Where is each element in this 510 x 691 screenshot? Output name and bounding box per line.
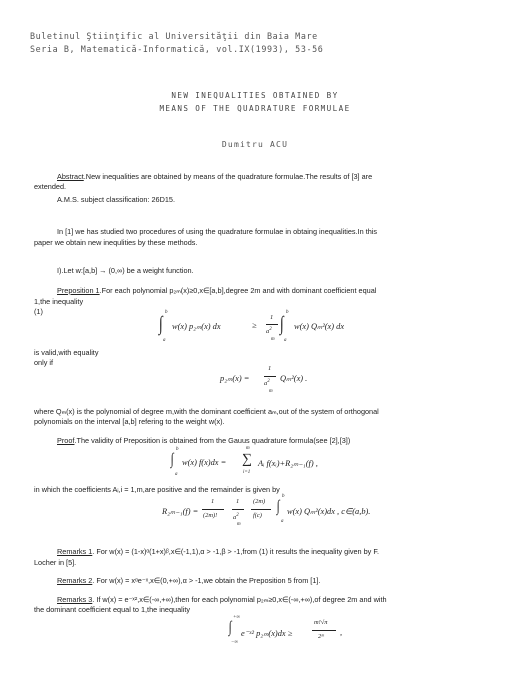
eq4-frac2-bar: [232, 509, 244, 510]
remark3-label: Remarks 3: [57, 595, 93, 604]
equation1-number: (1): [34, 307, 43, 316]
remark2-line: [57, 576, 320, 585]
eq3-upper-limit: b: [176, 447, 179, 452]
eq1-upper-limit-right: b: [286, 310, 289, 315]
remark3-line2: the dominant coefficient equal to 1,the inequality: [34, 605, 191, 614]
eq2-fraction-bar: [264, 376, 276, 377]
proof-label: Proof: [57, 436, 75, 445]
where-line1: where Qₘ(x) is the polynomial of degree m,with the dominant coefficient aₘ,out of the system of orthogonal: [34, 407, 379, 416]
eq1-denominator-subscript: m: [271, 337, 275, 342]
eq2-fraction-numerator: 1: [268, 365, 272, 372]
proposition1-text: .For each polynomial p₂ₘ(x)≥0,x∈[a,b],degree 2m and with dominant coefficient equal: [99, 286, 377, 295]
eq4-lower-limit: a: [281, 519, 284, 524]
abstract-line2: extended.: [34, 182, 67, 191]
journal-header-line2: Seria B, Matematică-Informatică, vol.IX(1993), 53-56: [30, 44, 324, 54]
eq1-integral-sign-right: ∫: [279, 313, 284, 335]
eq3-sum-sign: ∑: [242, 452, 252, 467]
eq4-frac3-bar: [251, 509, 271, 510]
eq4-frac3-numerator: (2m): [253, 498, 266, 505]
eq5-integral-sign: ∫: [228, 619, 232, 636]
eq4-frac2-denominator: $a^2$: [233, 513, 239, 522]
eq1-relation: ≥: [252, 321, 257, 330]
eq4-frac3-denominator: f(c): [253, 512, 262, 519]
eq5-tail: ,: [340, 628, 343, 637]
where-line2: polynomials on the interval [a,b] refering to the weight w(x).: [34, 417, 225, 426]
abstract-label: Abstract: [57, 172, 84, 181]
eq3-lhs: w(x) f(x)dx =: [182, 458, 227, 467]
remark3-line1: [57, 595, 387, 604]
remark1-line1: [57, 547, 379, 556]
validity-line1: is valid,with equality: [34, 348, 99, 357]
remark2-text: . For w(x) = xᵅe⁻ˣ,x∈(0,+∞),α > -1,we obtain the Preposition 5 from [1].: [92, 576, 321, 585]
eq4-upper-limit: b: [282, 494, 285, 499]
eq3-integral-sign: ∫: [170, 451, 174, 468]
eq1-lower-limit-left: a: [163, 338, 166, 343]
eq4-integral-sign: ∫: [276, 498, 280, 515]
eq1-lhs: w(x) p₂ₘ(x) dx: [172, 322, 221, 331]
paper-title-line2: MEANS OF THE QUADRATURE FORMULAE: [159, 104, 351, 113]
remark1-line2: Locher in [5].: [34, 558, 77, 567]
eq1-integral-sign-left: ∫: [158, 313, 163, 335]
intro-line1: In [1] we has studied two procedures of using the quadrature formulae in obtaing inequalities.In this: [57, 227, 378, 236]
eq1-rhs: w(x) Qₘ²(x) dx: [294, 322, 345, 331]
eq1-fraction-numerator: 1: [270, 314, 274, 321]
eq1-upper-limit-left: b: [165, 310, 168, 315]
proof-text: .The validity of Preposition is obtained from the Gauus quadrature formula(see [2],[3]): [74, 436, 351, 445]
intro-line2: paper we obtain new inequlities by these methods.: [34, 238, 198, 247]
proposition1-line1: [57, 286, 376, 295]
eq4-rhs: w(x) Qₘ²(x)dx , c∈(a,b).: [287, 507, 371, 516]
eq3-lower-limit: a: [175, 472, 178, 477]
eq5-lhs: e⁻ˣ² p₂ₘ(x)dx ≥: [241, 629, 293, 638]
eq1-fraction-denominator: $a^2$: [266, 327, 272, 336]
eq5-fraction-denominator: 2ᵐ: [318, 633, 324, 640]
eq1-fraction-bar: [266, 324, 278, 325]
eq4-frac1-denominator: (2m)!: [203, 512, 218, 519]
paper-title-line1: NEW INEQUALITIES OBTAINED BY: [171, 91, 339, 100]
eq5-upper-limit: +∞: [233, 615, 240, 620]
coefficients-line: in which the coefficients Aᵢ,i = 1,m,are positive and the remainder is given by: [34, 485, 280, 494]
eq5-fraction-bar: [312, 630, 336, 631]
proposition1-label: Preposition 1: [57, 286, 100, 295]
paper-author: Dumitru ACU: [221, 140, 289, 149]
eq2-fraction-denominator: $a^2$: [264, 379, 270, 388]
eq3-sum-upper: m: [246, 446, 250, 451]
proposition1-line2: 1,the inequality: [34, 297, 84, 306]
remark1-label: Remarks 1: [57, 547, 93, 556]
remark2-label: Remarks 2: [57, 576, 93, 585]
validity-line2: only if: [34, 358, 54, 367]
eq4-lhs: R₂ₘ₋₁(f) =: [162, 507, 199, 516]
eq3-rhs: Aᵢ f(xᵢ)+R₂ₘ₋₁(f) ,: [258, 459, 318, 468]
eq5-fraction-numerator: m!√π: [314, 619, 328, 626]
eq3-sum-lower: i=1: [243, 470, 251, 475]
weight-function-line: I).Let w:[a,b] → (0,∞) be a weight function.: [57, 266, 194, 275]
remark3-text: . If w(x) = e⁻ˣ²,x∈(-∞,+∞),then for each polynomial p₂ₘ≥0,x∈(-∞,+∞),of degree 2m and with: [92, 595, 387, 604]
remark1-text: . For w(x) = (1-x)ᵅ(1+x)ᵝ,x∈(-1,1),α > -1,β > -1,from (1) it results the inequality given by F.: [92, 547, 380, 556]
eq2-lhs: p₂ₘ(x) =: [220, 374, 250, 383]
eq5-lower-limit: −∞: [231, 640, 238, 645]
eq4-frac2-numerator: 1: [236, 498, 240, 505]
eq2-rhs: Qₘ²(x) .: [280, 374, 308, 383]
ams-classification: A.M.S. subject classification: 26D15.: [57, 195, 176, 204]
abstract-line1: [57, 172, 372, 181]
eq2-denominator-subscript: m: [269, 389, 273, 394]
eq4-frac1-numerator: 1: [211, 498, 215, 505]
eq4-frac1-bar: [202, 509, 224, 510]
abstract-text: .New inequalities are obtained by means of the quadrature formulae.The results of [3] are: [83, 172, 373, 181]
eq1-lower-limit-right: a: [284, 338, 287, 343]
proof-line: [57, 436, 350, 445]
journal-header-line1: Buletinul Ştiinţific al Universităţii din Baia Mare: [30, 31, 318, 41]
eq4-frac2-subscript: m: [237, 522, 241, 527]
